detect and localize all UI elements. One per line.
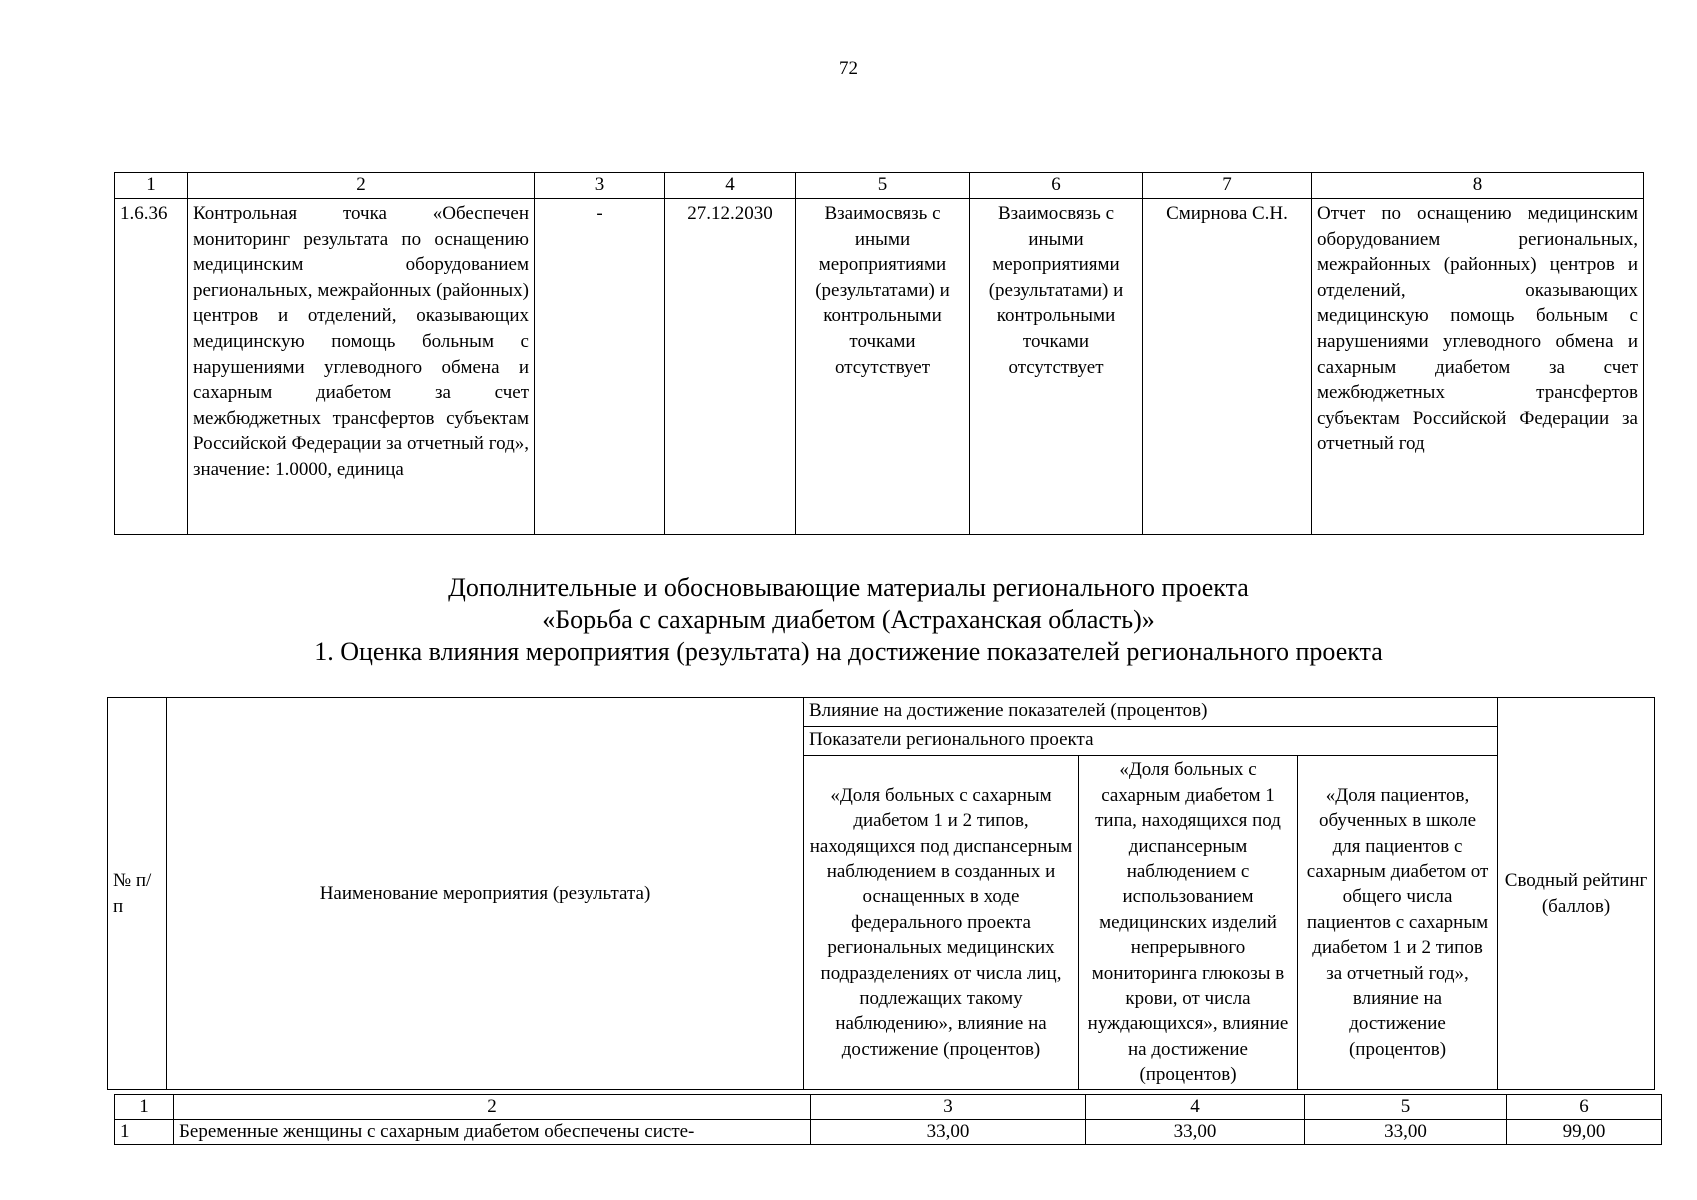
table-header-row — [115, 1095, 1662, 1120]
indicator-3-header: «Доля пациентов, обученных в школе для пациентов с сахарным диабетом от общего числа пациентов с сахарным диабетом 1 и 2 типов за отчетный год», влияние на достижение (процентов) — [1298, 756, 1498, 1090]
column-number: 5 — [1305, 1095, 1507, 1120]
name-header: Наименование мероприятия (результата) — [167, 698, 804, 1090]
predecessors: Взаимосвязь с иными мероприятиями (результатами) и контрольными точками отсутствует — [796, 199, 970, 535]
section-title: Дополнительные и обосновывающие материалы регионального проекта — [448, 573, 1249, 602]
column-number: 1 — [115, 1095, 174, 1120]
table-row — [115, 1120, 1662, 1145]
column-number: 2 — [188, 173, 535, 199]
column-number: 4 — [665, 173, 796, 199]
indicator-2-header: «Доля больных с сахарным диабетом 1 типа, находящихся под диспансерным наблюдением с использованием медицинских изделий непрерывного мониторинга глюкозы в крови, от числа нуждающихся», влияние на достижение (процентов) — [1079, 756, 1298, 1090]
due-date: 27.12.2030 — [665, 199, 796, 535]
column-number: 8 — [1312, 173, 1644, 199]
number-header: № п/п — [108, 698, 167, 1090]
responsible-person: Смирнова С.Н. — [1143, 199, 1312, 535]
indicators-table — [107, 697, 1655, 1090]
base-value: - — [535, 199, 665, 535]
section-heading: 1. Оценка влияния мероприятия (результата) на достижение показателей регионального проекта — [314, 637, 1383, 666]
column-number: 2 — [174, 1095, 811, 1120]
table-header-row — [115, 173, 1644, 199]
column-number: 3 — [535, 173, 665, 199]
column-number: 6 — [970, 173, 1143, 199]
page-number: 72 — [839, 58, 858, 79]
indicator-2-value: 33,00 — [1086, 1120, 1305, 1145]
control-point-name: Контрольная точка «Обеспечен мониторинг результата по оснащению медицинским оборудованием региональных, межрайонных (районных) центров и отделений, оказывающих медицинскую помощь больным с нарушениями углеводного обмена и сахарным диабетом за счет межбюджетных трансфертов субъектам Российской Федерации за отчетный год», значение: 1.0000, единица — [188, 199, 535, 535]
influence-values-table — [114, 1094, 1662, 1145]
column-number: 3 — [811, 1095, 1086, 1120]
control-point-table — [114, 172, 1644, 535]
indicator-1-header: «Доля больных с сахарным диабетом 1 и 2 типов, находящихся под диспансерным наблюдением в созданных и оснащенных в ходе федерального проекта региональных медицинских подразделениях от числа лиц, подлежащих такому наблюдению», влияние на достижение (процентов) — [804, 756, 1079, 1090]
indicators-header: Показатели регионального проекта — [804, 727, 1498, 756]
column-number: 6 — [1507, 1095, 1662, 1120]
confirming-document: Отчет по оснащению медицинским оборудованием региональных, межрайонных (районных) центров и отделений, оказывающих медицинскую помощь больным с нарушениями углеводного обмена и сахарным диабетом за счет межбюджетных трансфертов субъектам Российской Федерации за отчетный год — [1312, 199, 1644, 535]
column-number: 4 — [1086, 1095, 1305, 1120]
column-number: 1 — [115, 173, 188, 199]
table-row — [115, 199, 1644, 535]
measure-name: Беременные женщины с сахарным диабетом обеспечены систе- — [174, 1120, 811, 1145]
indicator-3-value: 33,00 — [1305, 1120, 1507, 1145]
project-name: «Борьба с сахарным диабетом (Астраханская область)» — [542, 605, 1155, 634]
successors: Взаимосвязь с иными мероприятиями (результатами) и контрольными точками отсутствует — [970, 199, 1143, 535]
row-number: 1 — [115, 1120, 174, 1145]
row-number: 1.6.36 — [115, 199, 188, 535]
column-number: 7 — [1143, 173, 1312, 199]
total-rating-value: 99,00 — [1507, 1120, 1662, 1145]
table-header-row — [108, 698, 1655, 727]
indicator-1-value: 33,00 — [811, 1120, 1086, 1145]
column-number: 5 — [796, 173, 970, 199]
influence-header: Влияние на достижение показателей (процентов) — [804, 698, 1498, 727]
rating-header: Сводный рейтинг (баллов) — [1498, 698, 1655, 1090]
